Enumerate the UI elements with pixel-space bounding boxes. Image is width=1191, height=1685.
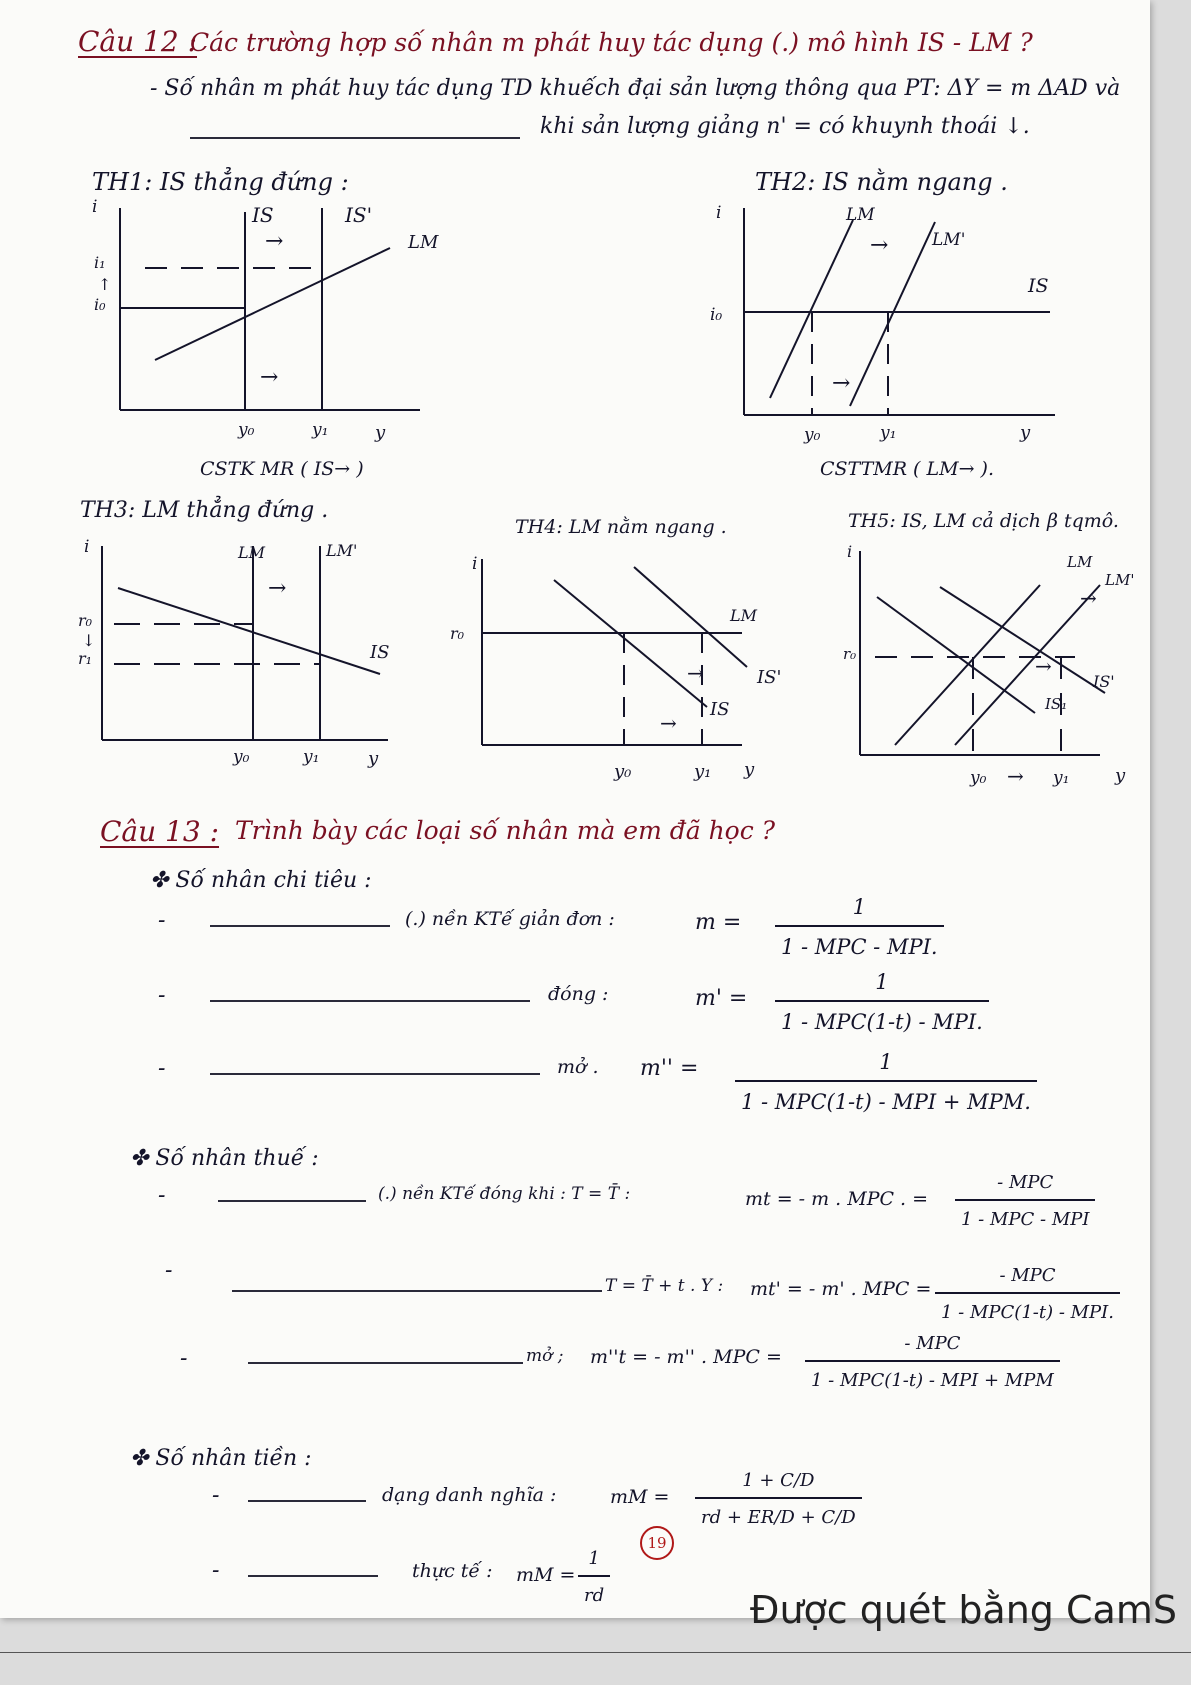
bullet: - (180, 1346, 188, 1371)
th5-y-label: y (1115, 765, 1126, 786)
fraction-numerator: - MPC (997, 1172, 1054, 1193)
th3-down-arrow: ↓ (82, 631, 96, 650)
th4-i-label: i (472, 554, 478, 574)
th5-y0-label: y₀ (970, 768, 987, 788)
th1-graph (90, 197, 440, 443)
scanner-watermark: Được quét bằng CamS (750, 1588, 1177, 1632)
th5-is1-label: IS₁ (1045, 695, 1068, 713)
spending-row-lhs: m = (695, 910, 742, 935)
fraction-numerator: 1 (588, 1548, 600, 1569)
th4-lm-label: LM (730, 606, 758, 625)
answer-blank (210, 925, 390, 927)
tax-row-desc: (.) nền KTế đóng khi : T = T̄ : (378, 1184, 631, 1204)
fraction-denominator: rd + ER/D + C/D (701, 1507, 856, 1528)
th1-i0-label: i₀ (94, 295, 106, 314)
th3-is-curve (118, 588, 380, 674)
bullet: - (212, 1483, 220, 1508)
th4-is-label: IS (710, 699, 730, 720)
th5-y1-label: y₁ (1053, 768, 1070, 788)
tax-row-desc: T = T̄ + t . Y : (605, 1276, 724, 1296)
spending-heading: ✤ Số nhân chi tiêu : (150, 868, 372, 893)
th1-lm-label: LM (408, 232, 439, 253)
bullet: - (158, 1183, 166, 1208)
th2-lm-prime-label: LM' (932, 230, 966, 250)
th1-i1-label: i₁ (94, 253, 106, 272)
th2-y-label: y (1020, 422, 1031, 443)
th1-is-prime-label: IS' (345, 203, 373, 227)
th5-lm-label: LM (1067, 553, 1093, 571)
th1-title: TH1: IS thẳng đứng : (92, 168, 349, 196)
money-heading: ✤ Số nhân tiền : (130, 1446, 312, 1471)
bullet: - (212, 1558, 220, 1583)
bullet: - (165, 1258, 173, 1283)
th5-graph (835, 542, 1135, 788)
th3-y-label: y (368, 748, 379, 769)
tax-multiplier-fraction (935, 1265, 1120, 1323)
th2-output-arrow: → (832, 371, 851, 396)
th5-r0-label: r₀ (843, 645, 857, 663)
th2-y0-label: y₀ (804, 425, 821, 445)
money-multiplier-fraction (578, 1548, 610, 1606)
th3-r1-label: r₁ (78, 649, 93, 668)
th5-i-label: i (847, 542, 853, 561)
fraction-denominator: 1 - MPC(1-t) - MPI. (941, 1302, 1115, 1323)
fraction-denominator: 1 - MPC(1-t) - MPI. (781, 1010, 983, 1034)
tax-row-desc: mở ; (526, 1346, 564, 1366)
th1-is-label: IS (252, 203, 274, 227)
fraction-denominator: 1 - MPC(1-t) - MPI + MPM. (741, 1090, 1031, 1114)
answer-blank (190, 137, 520, 139)
th2-y1-label: y₁ (880, 423, 897, 443)
th5-is-shift-arrow: → (1035, 654, 1052, 678)
tax-multiplier-fraction (955, 1172, 1095, 1230)
th5-lm-shift-arrow: → (1080, 586, 1097, 610)
th4-graph (450, 554, 782, 785)
th4-r0-label: r₀ (450, 624, 465, 643)
fraction-numerator: 1 (852, 895, 866, 919)
spending-row-lhs: m'' = (640, 1056, 699, 1081)
th3-is-label: IS (370, 642, 390, 663)
th3-y0-label: y₀ (233, 747, 250, 767)
fraction-numerator: - MPC (904, 1333, 961, 1354)
th1-lm-curve (155, 248, 390, 360)
answer-blank (232, 1290, 602, 1292)
q12-line1: - Số nhân m phát huy tác dụng TD khuếch đại sản lượng thông qua PT: ΔY = m ΔAD và (150, 76, 1121, 101)
th3-graph (78, 537, 408, 770)
th1-y0-label: y₀ (238, 420, 255, 440)
th3-y1-label: y₁ (303, 747, 320, 767)
page-number: 19 (640, 1526, 674, 1560)
th3-i-label: i (84, 537, 90, 557)
th1-i-label: i (92, 197, 98, 217)
th3-r0-label: r₀ (78, 611, 93, 630)
spending-multiplier-fraction (775, 895, 944, 959)
th1-output-arrow: → (260, 365, 279, 390)
tax-heading: ✤ Số nhân thuế : (130, 1146, 319, 1171)
q13-label: Câu 13 : (100, 815, 220, 848)
spending-row-desc: mở . (557, 1056, 599, 1078)
q12-label: Câu 12 : (78, 25, 198, 58)
spending-multiplier-fraction (775, 970, 989, 1034)
th2-i0-label: i₀ (710, 305, 723, 325)
th2-lm-prime-curve (850, 222, 935, 406)
answer-blank (248, 1575, 378, 1577)
th4-is-curve (554, 580, 707, 707)
spending-row-desc: (.) nền KTế giản đơn : (405, 908, 615, 930)
tax-row-lhs: m''t = - m'' . MPC = (590, 1346, 782, 1368)
th5-lm-prime-label: LM' (1105, 571, 1135, 589)
tax-multiplier-fraction (805, 1333, 1060, 1391)
th1-shift-arrow: → (265, 229, 284, 254)
bullet: - (158, 908, 166, 933)
money-row-desc: thực tế : (412, 1560, 493, 1582)
th1-up-arrow: ↑ (98, 275, 112, 294)
th2-caption: CSTTMR ( LM→ ). (820, 458, 994, 480)
fraction-numerator: 1 + C/D (742, 1470, 815, 1491)
tax-row-lhs: mt = - m . MPC . = (745, 1188, 929, 1210)
th5-title: TH5: IS, LM cả dịch β tqmô. (848, 510, 1119, 532)
th5-lm-prime-curve (955, 585, 1100, 745)
money-multiplier-fraction (695, 1470, 862, 1528)
fraction-denominator: 1 - MPC - MPI (961, 1209, 1090, 1230)
q12-line2: khi sản lượng giảng n' = có khuynh thoái ↓. (540, 114, 1030, 139)
th3-lm-prime-label: LM' (326, 541, 358, 560)
bullet: - (158, 983, 166, 1008)
tax-row-lhs: mt' = - m' . MPC = (750, 1278, 932, 1300)
th1-caption: CSTK MR ( IS→ ) (200, 458, 364, 480)
answer-blank (248, 1500, 366, 1502)
th3-lm-label: LM (238, 543, 266, 562)
fraction-numerator: 1 (879, 1050, 893, 1074)
th5-output-arrow: → (1007, 764, 1024, 788)
spending-row-lhs: m' = (695, 986, 748, 1011)
th2-i-label: i (716, 203, 722, 223)
answer-blank (210, 1000, 530, 1002)
money-row-desc: dạng danh nghĩa : (382, 1484, 557, 1506)
th5-lm-curve (895, 585, 1040, 745)
th4-shift-arrow: → (687, 661, 704, 685)
th1-y-label: y (375, 422, 386, 443)
th2-graph (710, 200, 1080, 445)
q13-question: Trình bày các loại số nhân mà em đã học ? (235, 816, 776, 845)
th4-is-prime-label: IS' (757, 667, 782, 688)
fraction-denominator: 1 - MPC - MPI. (781, 935, 938, 959)
fraction-denominator: rd (584, 1585, 605, 1606)
fraction-numerator: 1 (875, 970, 889, 994)
money-row-lhs: mM = (516, 1564, 576, 1586)
answer-blank (218, 1200, 366, 1202)
bottom-rule (0, 1652, 1191, 1653)
q12-question: Các trường hợp số nhân m phát huy tác dụng (.) mô hình IS - LM ? (190, 28, 1033, 57)
answer-blank (210, 1073, 540, 1075)
spending-row-desc: đóng : (548, 983, 609, 1005)
th3-title: TH3: LM thẳng đứng . (80, 498, 329, 523)
th5-is-curve (877, 597, 1035, 713)
money-row-lhs: mM = (610, 1486, 670, 1508)
th2-shift-arrow: → (870, 233, 889, 258)
th5-is-prime-label: IS' (1093, 672, 1115, 691)
fraction-numerator: - MPC (999, 1265, 1056, 1286)
th4-y1-label: y₁ (694, 761, 712, 782)
th2-is-label: IS (1028, 275, 1049, 297)
th4-y0-label: y₀ (614, 761, 632, 782)
th2-lm-label: LM (846, 205, 875, 225)
th3-shift-arrow: → (268, 576, 287, 601)
th4-output-arrow: → (660, 711, 677, 735)
fraction-denominator: 1 - MPC(1-t) - MPI + MPM (811, 1370, 1054, 1391)
th1-y1-label: y₁ (312, 420, 329, 440)
spending-multiplier-fraction (735, 1050, 1037, 1114)
th4-title: TH4: LM nằm ngang . (515, 516, 727, 538)
bullet: - (158, 1056, 166, 1081)
answer-blank (248, 1362, 523, 1364)
th4-y-label: y (744, 759, 755, 780)
th2-title: TH2: IS nằm ngang . (755, 168, 1008, 196)
